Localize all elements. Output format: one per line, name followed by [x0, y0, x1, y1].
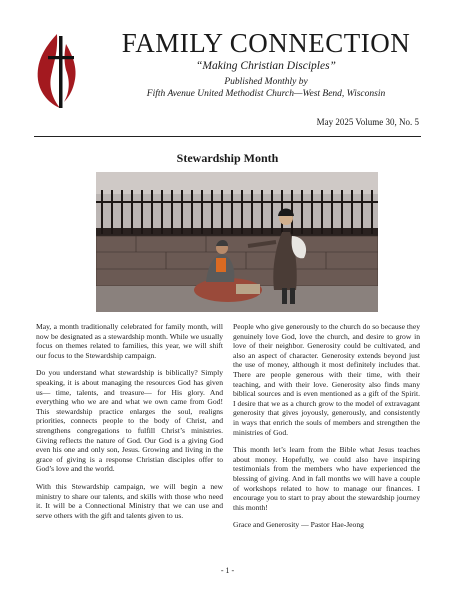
- page-number: - 1 -: [220, 566, 235, 575]
- header-divider: [34, 136, 421, 137]
- church-name: Fifth Avenue United Methodist Church—West Bend, Wisconsin: [146, 89, 386, 99]
- article-headline: Stewardship Month: [176, 151, 279, 165]
- article-photo: [96, 172, 378, 312]
- issue-info: May 2025 Volume 30, No. 5: [316, 117, 419, 127]
- article-column-right: [233, 322, 420, 538]
- article-paragraph: Do you understand what stewardship is biblically? Simply speaking, it is about managing the resources God has given us— time, talents, and treasure— for His glory. And everything who we are and what we own came from God! This stewardship practice enlarges the soul, realigns priorities, connects people to the body of Christ, and strengthens congregations to fulfill Christ’s ministries. Giving reflects the nature of God. Our God is a giving God even his one and only son, Jesus. Growing and living in the grace of giving is a response Christian disciples offer to God’s love and the world.: [36, 368, 223, 474]
- cross-and-flame-logo: [30, 30, 90, 112]
- article-paragraph: This month let’s learn from the Bible what Jesus teaches about money. Hopefully, we could also have inspiring testimonials from the members who have experienced the blessing of giving. And in fall months we will have a couple of workshops related to how to manage our finances. I encourage you to start to pray about the stewardship journey this month!: [233, 445, 420, 512]
- publisher-line: Published Monthly by: [224, 77, 308, 87]
- article-paragraph: May, a month traditionally celebrated for family month, will now be designated as a stewardship month. While we usually focus on themes related to families, this year, we will shift our focus to the Stewardship campaign.: [36, 322, 223, 360]
- article-signature: Grace and Generosity — Pastor Hae-Jeong: [233, 520, 364, 530]
- article-paragraph: People who give generously to the church do so because they genuinely love God, love the church, and desire to grow in love of their neighbor. Generosity could be cultivated, and also an aspect of character. Generosity extends beyond just the use of money, although it most definitely includes that. There are people generous with their time, with their teaching, and with their love. Generosity also finds many biblical sources and is even mentioned as a gift of the Spirit. I desire that we as a church grow to the model of extravagant generosity that gives joyously, generously, and consistently in ways that enrich the souls of members and strengthen the ministries of God.: [233, 322, 420, 437]
- newsletter-title: FAMILY CONNECTION: [121, 28, 411, 58]
- newsletter-tagline: “Making Christian Disciples”: [196, 60, 336, 72]
- masthead: [96, 28, 436, 99]
- article-paragraph: With this Stewardship campaign, we will begin a new ministry to share our talents, and skills with those who need it. It will be a Connectional Ministry that we can use and serve others with the gift and talents given to us.: [36, 481, 223, 520]
- article-column-left: [36, 322, 223, 528]
